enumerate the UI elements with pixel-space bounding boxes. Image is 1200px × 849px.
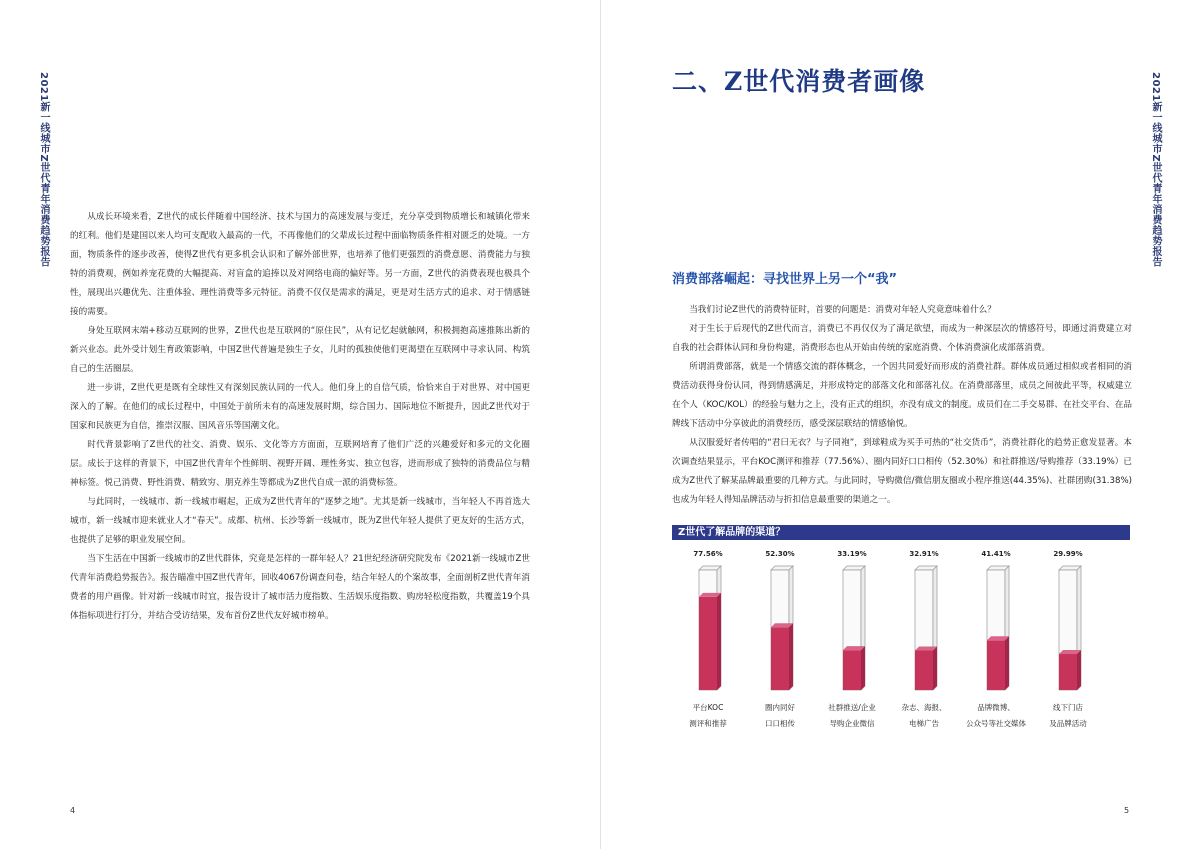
right-paragraph: 从汉服爱好者传唱的“君曰无衣？与子同袍”，到球鞋成为买手可热的“社交货币”，消费社群化的趋势正愈发显著。本次调查结果显示，平台KOC测评和推荐（77.56%）、圈内同好口口相传（52.30%）和社群推送/导购推荐（33.19%）已成为Z世代了解某品牌最重要的几种方式。与此同时，导购微信/微信朋友圈或小程序推送(44.35%)、社群团购(31.38%)也成为年轻人得知品牌活动与折扣信息最重要的渠道之一。	[672, 438, 1132, 505]
section-title: 二、Z世代消费者画像	[672, 67, 926, 96]
bar	[987, 640, 1005, 690]
bar	[699, 597, 717, 690]
page-divider	[600, 0, 601, 849]
left-page-body	[70, 208, 530, 626]
bar	[843, 650, 861, 690]
channel-chart	[672, 542, 1132, 742]
page-number-left: 4	[70, 806, 76, 815]
data-label: 33.19%	[837, 550, 867, 558]
category-label: 品牌微博、	[977, 703, 1015, 712]
left-paragraph: 当下生活在中国新一线城市的Z世代群体，究竟是怎样的一群年轻人？21世纪经济研究院发布《2021新一线城市Z世代青年消费趋势报告》。报告瞄准中国Z世代青年，回收4067份调查问卷，结合年轻人的个案故事，全面剖析Z世代青年消费者的用户画像。针对新一线城市时宜，报告设计了城市活力度指数、生活娱乐度指数、购房轻松度指数，共覆盖19个具体指标项进行打分，并结合受访结果，发布首份Z世代友好城市榜单。	[70, 554, 530, 621]
right-paragraph: 对于生长于后现代的Z世代而言，消费已不再仅仅为了满足欲望，而成为一种深层次的情感符号，即通过消费建立对自我的社会群体认同和身份构建，消费形态也从开始由传统的家庭消费、个体消费演化成部落消费。	[672, 324, 1132, 353]
data-label: 41.41%	[981, 550, 1011, 558]
bar	[1059, 654, 1077, 690]
left-paragraph: 时代背景影响了Z世代的社交、消费、娱乐、文化等方方面面，互联网培育了他们广泛的兴趣爱好和多元的文化圈层。成长于这样的背景下，中国Z世代青年个性鲜明、视野开阔、理性务实、独立包容，进而形成了独特的消费品位与精神标签。悦己消费、野性消费、精致穷、朋克养生等都成为Z世代自成一派的消费标签。	[70, 440, 530, 488]
right-running-title: 2021新一线城市Z世代青年消费趋势报告	[1150, 72, 1161, 268]
data-label: 29.99%	[1053, 550, 1083, 558]
category-label: 测评和推荐	[689, 719, 727, 728]
right-page-body	[672, 301, 1132, 510]
data-label: 32.91%	[909, 550, 939, 558]
chart-title: Z世代了解品牌的渠道？	[672, 525, 1130, 540]
category-label: 杂志、海报、	[901, 703, 947, 712]
bar	[771, 627, 789, 690]
left-running-title: 2021新一线城市Z世代青年消费趋势报告	[38, 72, 49, 268]
bar-side	[933, 647, 937, 690]
bar-side	[789, 623, 793, 690]
page-number-right: 5	[1124, 806, 1130, 815]
category-label: 及品牌活动	[1049, 719, 1087, 728]
bar-side	[1005, 636, 1009, 690]
category-label: 平台KOC	[692, 703, 724, 712]
left-paragraph: 从成长环境来看，Z世代的成长伴随着中国经济、技术与国力的高速发展与变迁，充分享受到物质增长和城镇化带来的红利。他们是建国以来人均可支配收入最高的一代，不再像他们的父辈成长过程中面临物质条件相对匮乏的处境。一方面，物质条件的逐步改善，使得Z世代有更多机会认识和了解外部世界，也培养了他们更强烈的消费意愿、消费能力与独特的消费观，例如养宠花费的大幅提高、对盲盒的追捧以及对网络电商的偏好等。另一方面，Z世代的消费表现也极具个性，展现出兴趣优先、注重体验、理性消费等多元特征。消费不仅仅是需求的满足，更是对生活方式的追求、对于情感链接的需要。	[70, 212, 530, 317]
data-label: 52.30%	[765, 550, 795, 558]
category-label: 公众号等社交媒体	[966, 719, 1026, 728]
category-label: 口口相传	[765, 719, 795, 728]
left-paragraph: 进一步讲，Z世代更是既有全球性又有深刻民族认同的一代人。他们身上的自信气质，恰恰来自于对世界、对中国更深入的了解。在他们的成长过程中，中国处于前所未有的高速发展时期，综合国力、国际地位不断提升，因此Z世代对于国家和民族更为自信，推崇汉服、国风音乐等国潮文化。	[70, 383, 530, 431]
category-label: 线下门店	[1053, 703, 1083, 712]
bar	[915, 651, 933, 690]
left-paragraph: 身处互联网末端+移动互联网的世界，Z世代也是互联网的“原住民”，从有记忆起就触网，积极拥抱高速推陈出新的新兴业态。此外受计划生育政策影响，中国Z世代普遍是独生子女，儿时的孤独使他们更渴望在互联网中寻求认同、构筑自己的生活圈层。	[70, 326, 530, 374]
category-label: 导购企业微信	[829, 719, 875, 728]
bar-side	[1077, 650, 1081, 690]
data-label: 77.56%	[693, 550, 723, 558]
category-label: 社群推送/企业	[828, 703, 876, 712]
category-label: 圈内同好	[765, 703, 795, 712]
bar-side	[861, 646, 865, 690]
left-paragraph: 与此同时，一线城市、新一线城市崛起，正成为Z世代青年的“逐梦之地”。尤其是新一线城市，当年轻人不再首选大城市，新一线城市迎来就业人才“春天”。成都、杭州、长沙等新一线城市，既为Z世代年轻人提供了更友好的生活方式，也提供了足够的职业发展空间。	[70, 497, 530, 545]
bar-side	[717, 593, 721, 690]
right-paragraph: 当我们讨论Z世代的消费特征时，首要的问题是：消费对年轻人究竟意味着什么？	[689, 305, 996, 315]
sub-heading: 消费部落崛起：寻找世界上另一个“我”	[672, 272, 898, 287]
category-label: 电梯广告	[909, 719, 939, 728]
right-paragraph: 所谓消费部落，就是一个情感交流的群体概念，一个因共同爱好而形成的消费社群。群体成员通过相似或者相同的消费活动获得身份认同，得到情感满足，并形成特定的部落文化和部落礼仪。在消费部落里，成员之间彼此平等，权威建立在个人（KOC/KOL）的经验与魅力之上，没有正式的组织，亦没有成文的制度。成员们在二手交易群、在社交平台、在品牌线下活动中分享彼此的消费经历，感受深层联结的情感愉悦。	[672, 362, 1132, 429]
